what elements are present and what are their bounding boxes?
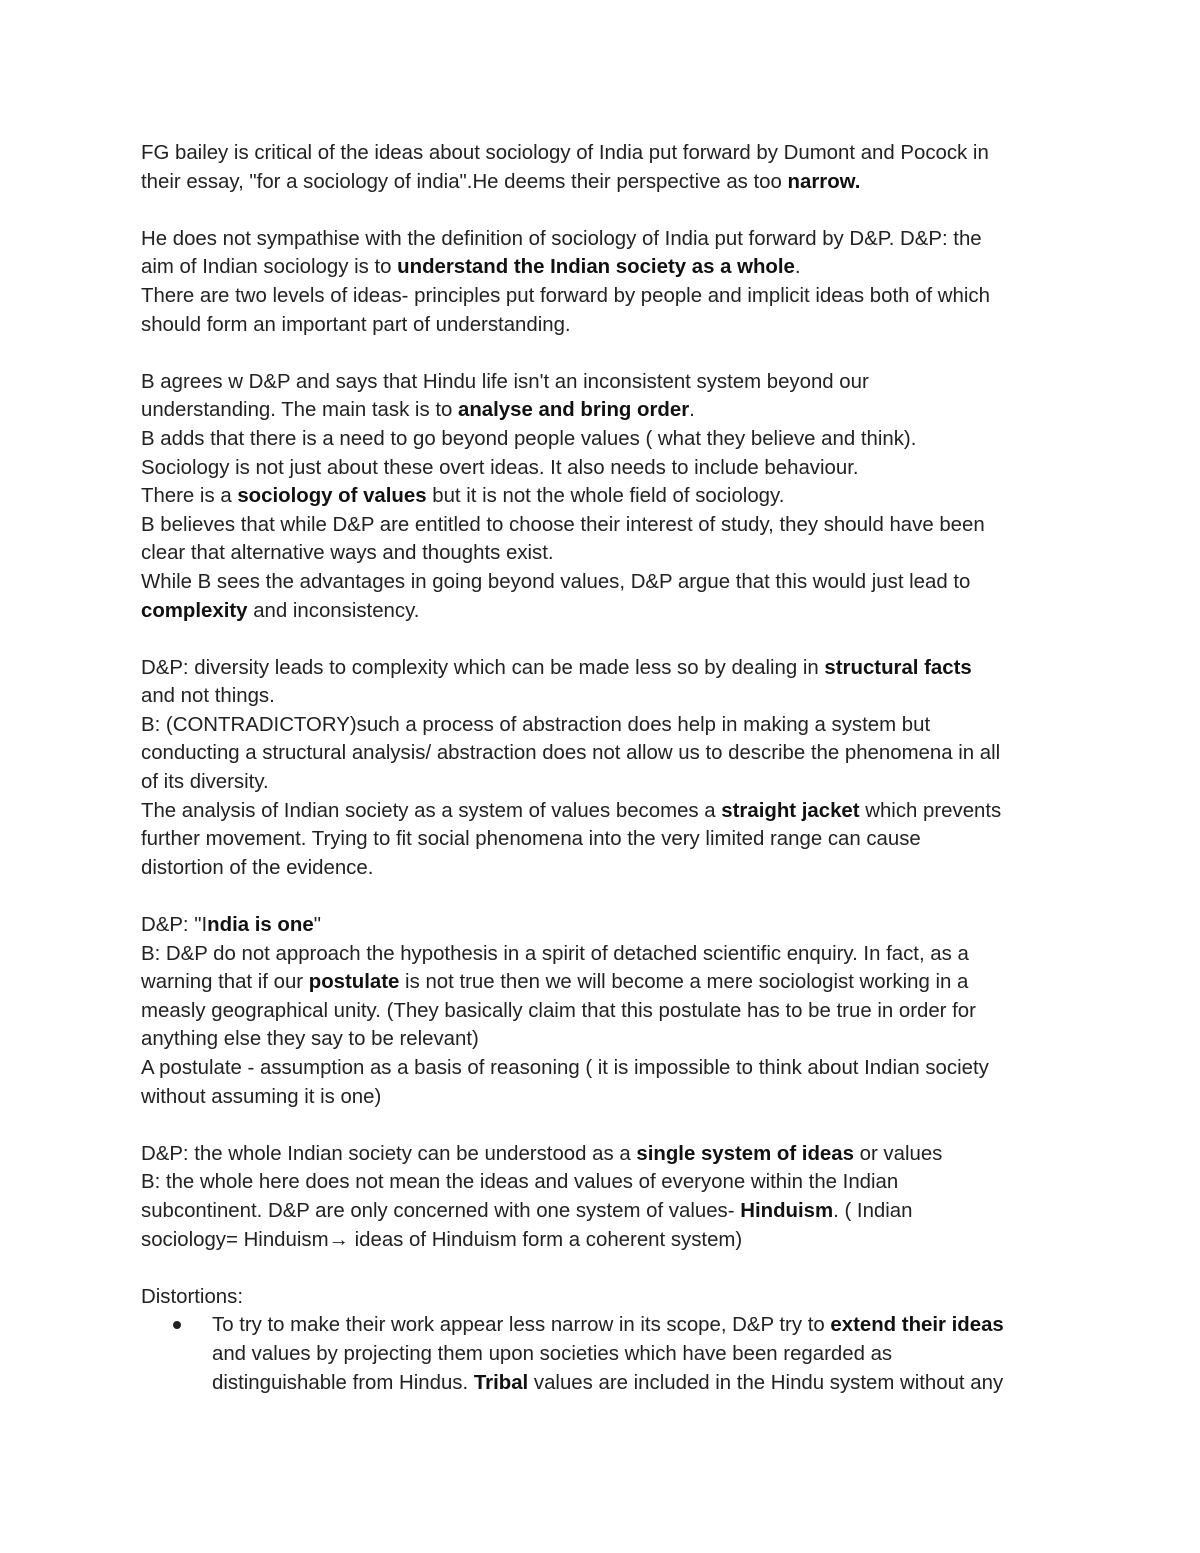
text-run: D&P: "I xyxy=(141,914,208,937)
paragraph-spacer xyxy=(141,196,1060,225)
bold-text-run: Tribal xyxy=(473,1371,529,1394)
text-line xyxy=(141,854,1060,883)
text-line xyxy=(212,1311,1060,1340)
text-line xyxy=(141,482,1060,511)
bold-text-run: postulate xyxy=(308,971,400,994)
text-line xyxy=(141,539,1060,568)
bold-text-run: Hinduism xyxy=(740,1199,834,1222)
text-run: He does not sympathise with the definition of sociology of India put forward by D&P. D&P: the xyxy=(141,227,982,250)
text-run: should form an important part of understanding. xyxy=(141,313,571,336)
text-run: . ( Indian xyxy=(833,1199,913,1222)
paragraph xyxy=(141,225,1060,339)
text-line xyxy=(141,1025,1060,1054)
text-run: but it is not the whole field of sociology. xyxy=(426,485,785,508)
text-run: To try to make their work appear less narrow in its scope, D&P try to xyxy=(212,1314,831,1337)
bold-text-run: sociology of values xyxy=(237,485,427,508)
text-run: distinguishable from Hindus. xyxy=(212,1371,474,1394)
text-run: and not things. xyxy=(141,685,275,708)
text-run: There are two levels of ideas- principles put forward by people and implicit ideas both of which xyxy=(141,284,990,307)
text-run: " xyxy=(313,914,321,937)
text-run: warning that if our xyxy=(141,971,309,994)
text-line xyxy=(141,1168,1060,1197)
paragraph-spacer xyxy=(141,339,1060,368)
text-run: subcontinent. D&P are only concerned with one system of values- xyxy=(141,1199,741,1222)
text-run: which prevents xyxy=(859,799,1002,822)
text-line xyxy=(141,425,1060,454)
text-line xyxy=(141,797,1060,826)
text-run: without assuming it is one) xyxy=(141,1085,382,1108)
bullet-list xyxy=(141,1311,1060,1397)
bold-text-run: narrow. xyxy=(787,170,861,193)
paragraph xyxy=(141,368,1060,625)
bullet-icon xyxy=(173,1321,181,1329)
text-run: values are included in the Hindu system without any xyxy=(528,1371,1004,1394)
text-run: FG bailey is critical of the ideas about sociology of India put forward by Dumont and Pocock in xyxy=(141,142,989,164)
paragraph-spacer xyxy=(141,882,1060,911)
paragraph xyxy=(141,1283,1060,1312)
bold-text-run: analyse and bring order xyxy=(458,399,690,422)
text-run: distortion of the evidence. xyxy=(141,856,374,879)
bold-text-run: ndia is one xyxy=(207,914,314,937)
text-line xyxy=(141,1054,1060,1083)
text-run: of its diversity. xyxy=(141,771,269,794)
text-line xyxy=(141,1197,1060,1226)
list-item xyxy=(141,1311,1060,1397)
text-line xyxy=(141,454,1060,483)
text-run: Distortions: xyxy=(141,1285,243,1308)
text-run: conducting a structural analysis/ abstraction does not allow us to describe the phenomena in all xyxy=(141,742,1001,765)
text-line xyxy=(212,1369,1060,1398)
text-line xyxy=(141,1140,1060,1169)
text-run: . xyxy=(794,256,801,279)
text-line xyxy=(212,1340,1060,1369)
text-run: is not true then we will become a mere sociologist working in a xyxy=(399,971,969,994)
text-line xyxy=(141,1083,1060,1112)
text-run: and values by projecting them upon societies which have been regarded as xyxy=(212,1342,893,1365)
text-line xyxy=(141,1226,1060,1255)
text-line xyxy=(141,997,1060,1026)
text-line xyxy=(141,168,1060,197)
text-run: their essay, "for a sociology of india".He deems their perspective as too xyxy=(141,170,788,193)
text-line xyxy=(141,825,1060,854)
text-line xyxy=(141,368,1060,397)
paragraph-spacer xyxy=(141,625,1060,654)
text-line xyxy=(141,597,1060,626)
text-run: B: (CONTRADICTORY)such a process of abstraction does help in making a system but xyxy=(141,713,931,736)
text-run: There is a xyxy=(141,485,238,508)
text-run: understanding. The main task is to xyxy=(141,399,458,422)
text-line xyxy=(141,139,1060,168)
text-line xyxy=(141,911,1060,940)
bold-text-run: structural facts xyxy=(824,656,972,679)
text-run: further movement. Trying to fit social phenomena into the very limited range can cause xyxy=(141,828,921,851)
text-line xyxy=(141,768,1060,797)
paragraph xyxy=(141,139,1060,196)
text-line xyxy=(141,225,1060,254)
text-line xyxy=(141,568,1060,597)
text-run: While B sees the advantages in going beyond values, D&P argue that this would just lead to xyxy=(141,570,971,593)
text-run: . xyxy=(689,399,695,422)
text-line xyxy=(141,940,1060,969)
text-line xyxy=(141,711,1060,740)
text-line xyxy=(141,682,1060,711)
text-line xyxy=(141,654,1060,683)
text-line xyxy=(141,253,1060,282)
text-run: measly geographical unity. (They basically claim that this postulate has to be true in order for xyxy=(141,999,976,1022)
text-run: B adds that there is a need to go beyond people values ( what they believe and think). xyxy=(141,427,917,450)
bold-text-run: straight jacket xyxy=(721,799,860,822)
bold-text-run: single system of ideas xyxy=(636,1142,854,1165)
text-line xyxy=(141,1283,1060,1312)
document-body xyxy=(141,139,1060,1311)
paragraph xyxy=(141,654,1060,883)
text-run: The analysis of Indian society as a system of values becomes a xyxy=(141,799,722,822)
text-run: or values xyxy=(853,1142,943,1165)
bold-text-run: understand the Indian society as a whole xyxy=(397,256,795,279)
text-line xyxy=(141,739,1060,768)
text-run: A postulate - assumption as a basis of reasoning ( it is impossible to think about Indian society xyxy=(141,1057,989,1079)
paragraph-spacer xyxy=(141,1254,1060,1283)
text-run: anything else they say to be relevant) xyxy=(141,1028,479,1051)
text-run: B: the whole here does not mean the ideas and values of everyone within the Indian xyxy=(141,1171,899,1194)
text-line xyxy=(141,282,1060,311)
text-run: B: D&P do not approach the hypothesis in a spirit of detached scientific enquiry. In fact, as a xyxy=(141,942,969,965)
text-run: aim of Indian sociology is to xyxy=(141,256,398,279)
text-run: D&P: the whole Indian society can be understood as a xyxy=(141,1142,637,1165)
bold-text-run: extend their ideas xyxy=(830,1314,1004,1337)
text-line xyxy=(141,511,1060,540)
paragraph xyxy=(141,1140,1060,1254)
text-run: sociology= Hinduism→ ideas of Hinduism form a coherent system) xyxy=(141,1228,743,1251)
text-run: clear that alternative ways and thoughts exist. xyxy=(141,542,554,565)
text-run: D&P: diversity leads to complexity which can be made less so by dealing in xyxy=(141,656,825,679)
paragraph xyxy=(141,911,1060,1111)
bold-text-run: complexity xyxy=(141,599,248,622)
text-run: B agrees w D&P and says that Hindu life isn't an inconsistent system beyond our xyxy=(141,370,869,393)
text-run: Sociology is not just about these overt ideas. It also needs to include behaviour. xyxy=(141,456,859,479)
text-line xyxy=(141,396,1060,425)
paragraph-spacer xyxy=(141,1111,1060,1140)
text-run: B believes that while D&P are entitled to choose their interest of study, they should have been xyxy=(141,513,985,536)
text-run: and inconsistency. xyxy=(247,599,420,622)
text-line xyxy=(141,311,1060,340)
text-line xyxy=(141,968,1060,997)
